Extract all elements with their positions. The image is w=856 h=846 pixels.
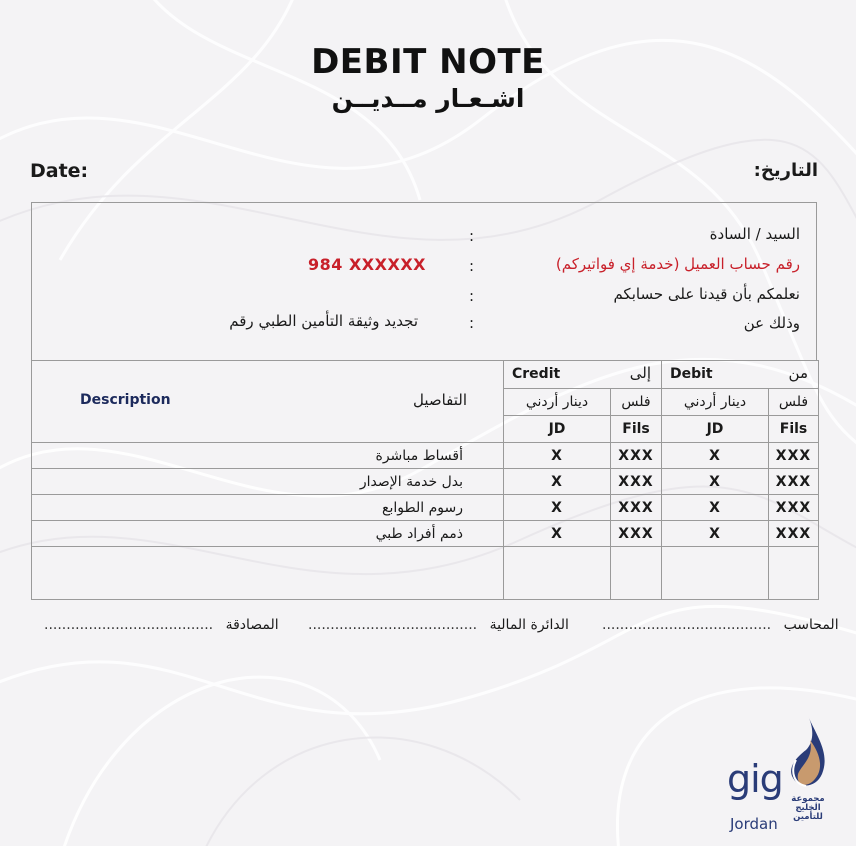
row-description: رسوم الطوابع <box>32 495 504 521</box>
empty-cell <box>504 547 611 600</box>
credit-jd-unit: JD <box>504 416 611 443</box>
logo-country-text: Jordan <box>730 815 778 833</box>
row-debit-jd: X <box>662 521 769 547</box>
row-debit-jd: X <box>662 495 769 521</box>
debit-fils-unit-ar: فلس <box>769 389 819 416</box>
signature-approval <box>44 617 287 633</box>
logo-arabic-text <box>786 795 830 822</box>
document-title-arabic: اشـعـار مــديــن <box>331 84 525 113</box>
to-label: السيد / السادة <box>709 225 800 243</box>
description-header-ar: التفاصيل <box>412 391 467 409</box>
colon: : <box>469 257 475 275</box>
debit-dinar-unit-ar: دينار أردني <box>662 389 769 416</box>
notify-label: نعلمكم بأن قيدنا على حسابكم <box>613 285 800 303</box>
table-row-empty <box>32 547 819 600</box>
row-credit-jd: X <box>504 521 611 547</box>
debit-note-table <box>31 360 819 600</box>
colon: : <box>469 287 475 305</box>
row-description: أقساط مباشرة <box>32 443 504 469</box>
logo-arabic-line: للتأمين <box>793 812 823 822</box>
empty-cell <box>662 547 769 600</box>
row-debit-fils: XXX <box>769 521 819 547</box>
credit-dinar-unit-ar: دينار أردني <box>504 389 611 416</box>
row-debit-fils: XXX <box>769 469 819 495</box>
credit-header-ar: إلى <box>629 364 651 382</box>
row-debit-jd: X <box>662 443 769 469</box>
description-header-en: Description <box>80 392 171 408</box>
credit-fils-unit: Fils <box>611 416 662 443</box>
row-debit-jd: X <box>662 469 769 495</box>
row-description: بدل خدمة الإصدار <box>32 469 504 495</box>
reason-label: وذلك عن <box>743 314 800 332</box>
table-row <box>32 521 819 547</box>
reason-value: تجديد وثيقة التأمين الطبي رقم <box>229 312 418 330</box>
date-label: Date: <box>30 160 89 182</box>
signature-finance-label: الدائرة المالية <box>489 617 569 633</box>
row-credit-fils: XXX <box>611 521 662 547</box>
account-number-value: 984 XXXXXX <box>308 255 426 274</box>
signature-line: ...................................... <box>602 617 772 633</box>
signature-accountant-label: المحاسب <box>783 617 839 633</box>
table-row <box>32 469 819 495</box>
table-row <box>32 443 819 469</box>
debit-header <box>662 361 819 389</box>
signature-line: ...................................... <box>44 617 214 633</box>
row-credit-fils: XXX <box>611 443 662 469</box>
credit-header <box>504 361 662 389</box>
row-credit-jd: X <box>504 469 611 495</box>
signature-accountant <box>602 617 847 633</box>
debit-fils-unit: Fils <box>769 416 819 443</box>
recipient-info-section <box>31 202 817 360</box>
signature-approval-label: المصادقة <box>225 617 279 633</box>
credit-header-en: Credit <box>512 366 561 382</box>
row-debit-fils: XXX <box>769 443 819 469</box>
table-row <box>32 495 819 521</box>
empty-cell <box>32 547 504 600</box>
debit-header-ar: من <box>788 364 808 382</box>
document-title: DEBIT NOTE <box>311 42 545 82</box>
credit-fils-unit-ar: فلس <box>611 389 662 416</box>
description-header <box>32 361 504 443</box>
row-description: ذمم أفراد طبي <box>32 521 504 547</box>
logo-arabic-line: مجموعة <box>791 794 825 804</box>
colon: : <box>469 227 475 245</box>
signature-line: ...................................... <box>308 617 478 633</box>
signature-finance <box>308 617 577 633</box>
logo-arabic-line: الخليج <box>795 803 821 813</box>
colon: : <box>469 314 475 332</box>
row-credit-jd: X <box>504 443 611 469</box>
empty-cell <box>769 547 819 600</box>
debit-header-en: Debit <box>670 366 713 382</box>
date-label-arabic: التاريخ: <box>753 160 818 181</box>
account-number-label: رقم حساب العميل (خدمة إي فواتيركم) <box>555 255 800 273</box>
row-credit-fils: XXX <box>611 469 662 495</box>
row-credit-jd: X <box>504 495 611 521</box>
empty-cell <box>611 547 662 600</box>
row-credit-fils: XXX <box>611 495 662 521</box>
logo-brand-text: gig <box>727 757 783 801</box>
row-debit-fils: XXX <box>769 495 819 521</box>
debit-jd-unit: JD <box>662 416 769 443</box>
